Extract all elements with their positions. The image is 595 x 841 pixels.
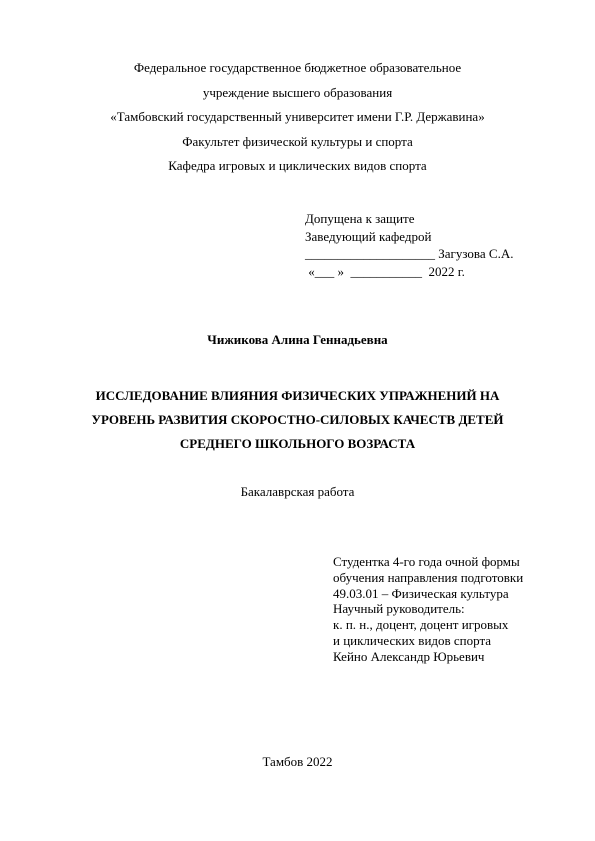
student-info-line-5: к. п. н., доцент, доцент игровых xyxy=(333,617,509,633)
thesis-title-line-3: СРЕДНЕГО ШКОЛЬНОГО ВОЗРАСТА xyxy=(179,436,416,451)
student-info-line-6: и циклических видов спорта xyxy=(333,632,492,648)
approval-block xyxy=(305,210,565,280)
student-info-block xyxy=(333,554,583,665)
student-info-line-1: Студентка 4-го года очной формы xyxy=(333,554,520,569)
header-line-university: «Тамбовский государственный университет имени Г.Р. Державина» xyxy=(110,109,485,124)
approval-admitted: Допущена к защите xyxy=(305,211,415,226)
approval-signature-line: ____________________ Загузова С.А. xyxy=(305,246,514,261)
student-info-line-2: обучения направления подготовки xyxy=(333,569,524,585)
student-info-line-7: Кейно Александр Юрьевич xyxy=(333,648,485,664)
student-info-line-4: Научный руководитель: xyxy=(333,601,465,617)
city-year: Тамбов 2022 xyxy=(262,754,333,769)
approval-head-title: Заведующий кафедрой xyxy=(305,228,432,244)
thesis-title-line-2: УРОВЕНЬ РАЗВИТИЯ СКОРОСТНО-СИЛОВЫХ КАЧЕСТВ ДЕТЕЙ xyxy=(91,412,504,427)
thesis-title-line-1: ИССЛЕДОВАНИЕ ВЛИЯНИЯ ФИЗИЧЕСКИХ УПРАЖНЕНИЙ НА xyxy=(95,388,500,403)
approval-date-line: «___ » ___________ 2022 г. xyxy=(305,263,465,279)
thesis-title xyxy=(60,384,535,456)
institution-header xyxy=(0,56,595,179)
header-line-federal: Федеральное государственное бюджетное образовательное xyxy=(133,60,462,75)
header-line-institution-type: учреждение высшего образования xyxy=(202,84,393,100)
header-line-faculty: Факультет физической культуры и спорта xyxy=(182,133,413,149)
work-type: Бакалаврская работа xyxy=(240,484,355,499)
header-line-department: Кафедра игровых и циклических видов спорта xyxy=(168,158,427,173)
student-info-line-3: 49.03.01 – Физическая культура xyxy=(333,585,509,601)
author-name: Чижикова Алина Геннадьевна xyxy=(207,332,388,347)
